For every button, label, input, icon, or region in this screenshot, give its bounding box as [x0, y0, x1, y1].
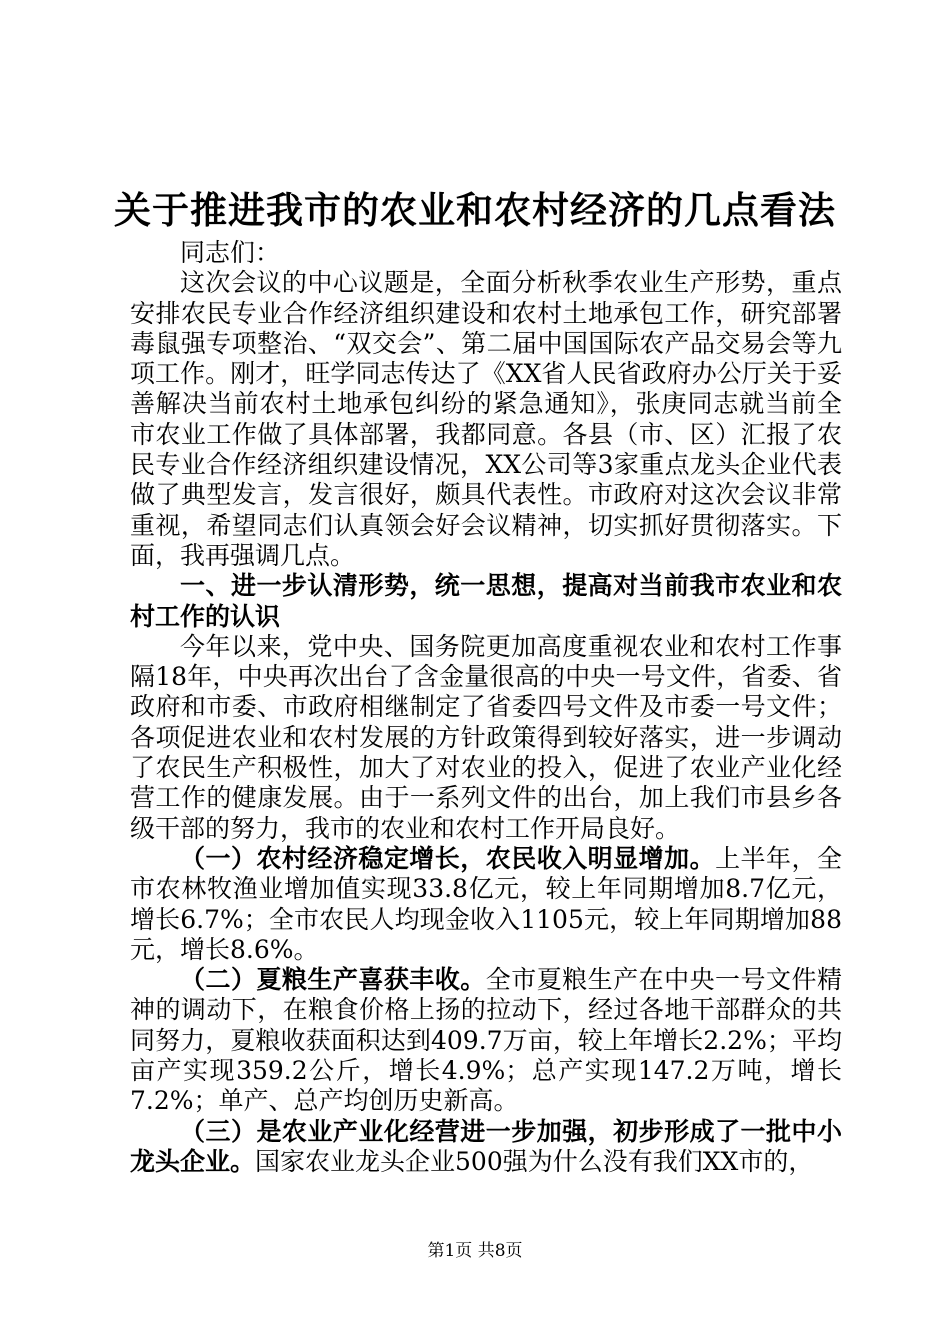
- document-title: 关于推进我市的农业和农村经济的几点看法: [114, 189, 836, 232]
- paragraph-intro: 这次会议的中心议题是，全面分析秋季农业生产形势，重点安排农民专业合作经济组织建设和农村土地承包工作，研究部署毒鼠强专项整治、“双交会”、第二届中国国际农产品交易会等九项工作。刚才，旺学同志传达了《XX省人民省政府办公厅关于妥善解决当前农村土地承包纠纷的紧急通知》，张庚同志就当前全市农业工作做了具体部署，我都同意。各县（市、区）汇报了农民专业合作经济组织建设情况，XX公司等3家重点龙头企业代表做了典型发言，发言很好，颇具代表性。市政府对这次会议非常重视，希望同志们认真领会好会议精神，切实抓好贯彻落实。下面，我再强调几点。: [130, 268, 842, 570]
- item-3-heading: （三）是农业产业化经营进一步加强，初步形成了一批中小龙头企业。: [130, 1116, 842, 1176]
- item-1-heading: （一）农村经济稳定增长，农民收入明显增加。: [180, 843, 716, 873]
- paragraph-situation: 今年以来，党中央、国务院更加高度重视农业和农村工作事隔18年，中央再次出台了含金量很高的中央一号文件，省委、省政府和市委、市政府相继制定了省委四号文件及市委一号文件；各项促进农业和农村发展的方针政策得到较好落实，进一步调动了农民生产积极性，加大了对农业的投入，促进了农业产业化经营工作的健康发展。由于一系列文件的出台，加上我们市县乡各级干部的努力，我市的农业和农村工作开局良好。: [130, 631, 842, 843]
- document-body: [130, 238, 842, 1177]
- item-2: [130, 965, 842, 1116]
- item-1-text: 上半年，全市农林牧渔业增加值实现33.8亿元，较上年同期增加8.7亿元，增长6.7%；全市农民人均现金收入1105元，较上年同期增加88元，增长8.6%。: [130, 843, 842, 964]
- item-2-text: 全市夏粮生产在中央一号文件精神的调动下，在粮食价格上扬的拉动下，经过各地干部群众的共同努力，夏粮收获面积达到409.7万亩，较上年增长2.2%；平均亩产实现359.2公斤，增长4.9%；总产实现147.2万吨，增长7.2%；单产、总产均创历史新高。: [130, 965, 842, 1116]
- item-3-text: 国家农业龙头企业500强为什么没有我们XX市的，: [255, 1146, 814, 1176]
- item-1: [130, 844, 842, 965]
- page-footer: 第1页 共8页: [427, 1241, 523, 1261]
- section-1-heading: 一、进一步认清形势，统一思想，提高对当前我市农业和农村工作的认识: [130, 571, 842, 631]
- item-2-heading: （二）夏粮生产喜获丰收。: [180, 965, 486, 995]
- item-3: [130, 1117, 842, 1178]
- salutation: 同志们：: [180, 238, 281, 267]
